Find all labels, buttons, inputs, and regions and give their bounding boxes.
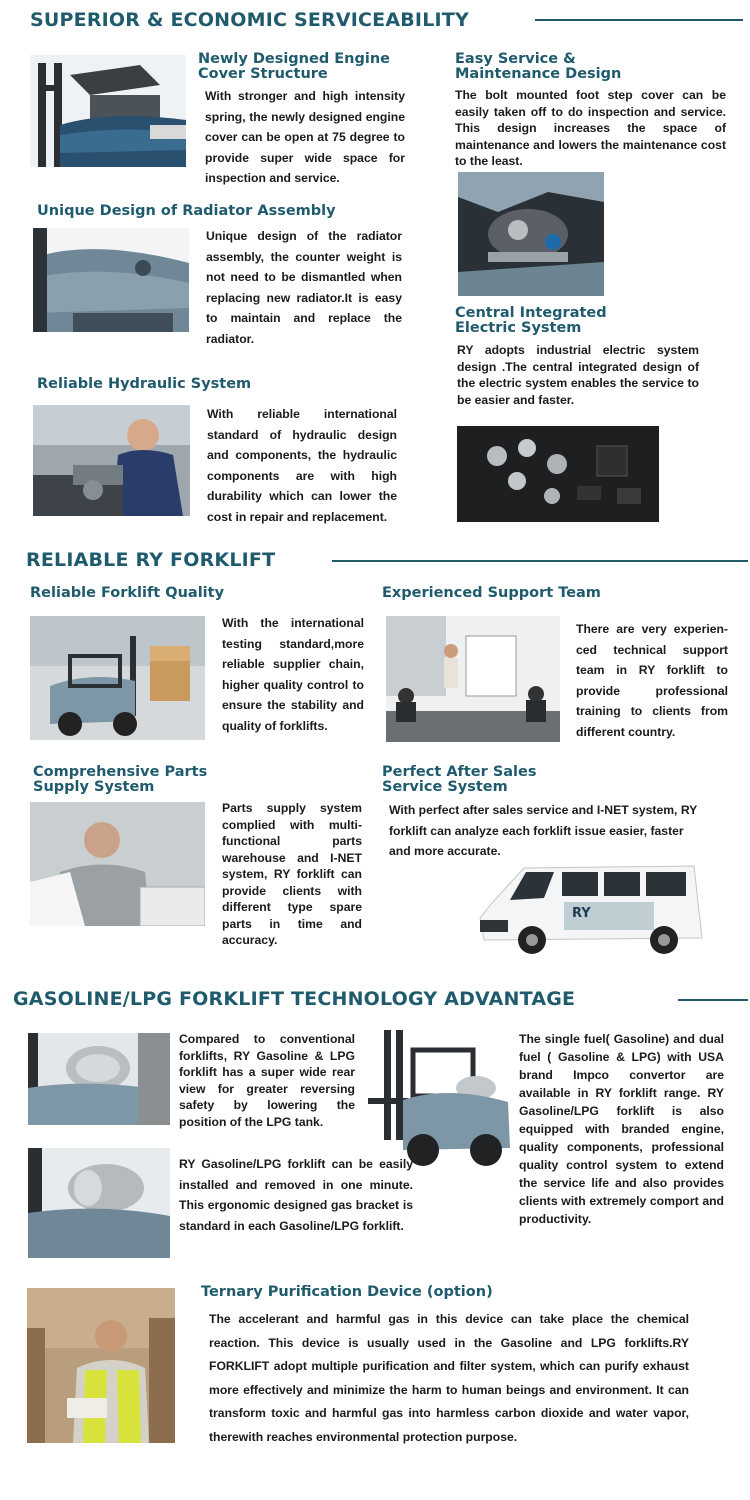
- lpg-bracket-image: [28, 1148, 170, 1258]
- section-divider: [535, 19, 743, 21]
- van-logo: RY: [572, 906, 591, 921]
- fuel-text: The single fuel( Gasoline) and dual fuel ( Gasoline & LPG) with USA brand Impco convertor are available in RY forklift range. RY Gasoline/LPG forklift is also equipped with branded engine, quality components, professional quality control system to extend the service life and also provides clients with extremely comport and productivity.: [519, 1032, 724, 1226]
- lpg-tank-rear-image: [28, 1033, 170, 1125]
- forklift-quality-text: With the international testing standard,more reliable supplier chain, higher quality control to ensure the stability and quality of forklifts.: [222, 616, 364, 733]
- parts-supply-image: [30, 802, 205, 926]
- circuit-board-image: [457, 426, 659, 522]
- engine-cover-text: With stronger and high intensity spring, the newly designed engine cover can be open at 75 degree to provide super wide space for inspection and service.: [205, 89, 405, 185]
- forklift-warehouse-image: [30, 616, 205, 740]
- ternary-worker-image: [27, 1288, 175, 1443]
- easy-service-title: Easy Service & Maintenance Design: [455, 51, 622, 82]
- parts-supply-text: Parts supply system complied with multi-functional parts warehouse and I-NET system, RY forklift can provide clients with different type spare parts in time and accuracy.: [222, 801, 362, 947]
- section-title-serviceability: SUPERIOR & ECONOMIC SERVICEABILITY: [30, 9, 469, 31]
- easy-service-text: The bolt mounted foot step cover can be easily taken off to do inspection and service. This design increases the space of maintenance and lowers the maintenance cost to the least.: [455, 88, 726, 168]
- hydraulic-mechanic-image: [33, 405, 190, 516]
- radiator-text: Unique design of the radiator assembly, the counter weight is not need to be dismantled when replacing new radiator.It is easy to maintain and replace the radiator.: [206, 229, 402, 346]
- radiator-image: [33, 228, 189, 332]
- support-team-title: Experienced Support Team: [382, 585, 601, 601]
- section-divider: [332, 560, 748, 562]
- lpg-forklift-image: [368, 1030, 512, 1168]
- support-team-text: There are very experien-ced technical support team in RY forklift to provide professional training to clients from different country.: [576, 622, 728, 739]
- hydraulic-text: With reliable international standard of hydraulic design and components, the hydraulic components are with high durability which can lower the cost in repair and replacement.: [207, 407, 397, 524]
- rear-view-text: Compared to conventional forklifts, RY Gasoline & LPG forklift has a super wide rear view for greater reversing safety by lowering the position of the LPG tank.: [179, 1032, 355, 1129]
- service-van-image: [474, 858, 706, 958]
- forklift-quality-title: Reliable Forklift Quality: [30, 585, 225, 601]
- bracket-text: RY Gasoline/LPG forklift can be easily installed and removed in one minute. This ergonomic designed gas bracket is standard in each Gasoline/LPG forklift.: [179, 1157, 413, 1233]
- radiator-title: Unique Design of Radiator Assembly: [37, 203, 336, 219]
- engine-cover-image: [30, 55, 186, 167]
- after-sales-title: Perfect After Sales Service System: [382, 764, 537, 795]
- section-divider: [678, 999, 748, 1001]
- section-title-reliable: RELIABLE RY FORKLIFT: [26, 549, 276, 571]
- ternary-text: The accelerant and harmful gas in this device can take place the chemical reaction. This device is usually used in the Gasoline and LPG forklifts.RY FORKLIFT adopt multiple purification and filter system, which can purify exhaust more effectively and minimize the harm to human beings and environment. It can transform toxic and harmful gas into harmless carbon dioxide and water vapor, therewith reaches environmental protection purpose.: [209, 1312, 689, 1444]
- engine-cover-title: Newly Designed Engine Cover Structure: [198, 51, 391, 82]
- electric-system-title: Central Integrated Electric System: [455, 305, 607, 336]
- after-sales-text: With perfect after sales service and I-NET system, RY forklift can analyze each forklift issue easier, faster and more accurate.: [389, 803, 698, 858]
- ternary-title: Ternary Purification Device (option): [201, 1284, 493, 1300]
- support-team-image: [386, 616, 560, 742]
- section-title-gasoline: GASOLINE/LPG FORKLIFT TECHNOLOGY ADVANTAGE: [13, 988, 576, 1010]
- parts-supply-title: Comprehensive Parts Supply System: [33, 764, 208, 795]
- foot-step-image: [458, 172, 604, 296]
- electric-system-text: RY adopts industrial electric system design .The central integrated design of the electric system enables the service to be easier and faster.: [457, 343, 699, 407]
- hydraulic-title: Reliable Hydraulic System: [37, 376, 252, 392]
